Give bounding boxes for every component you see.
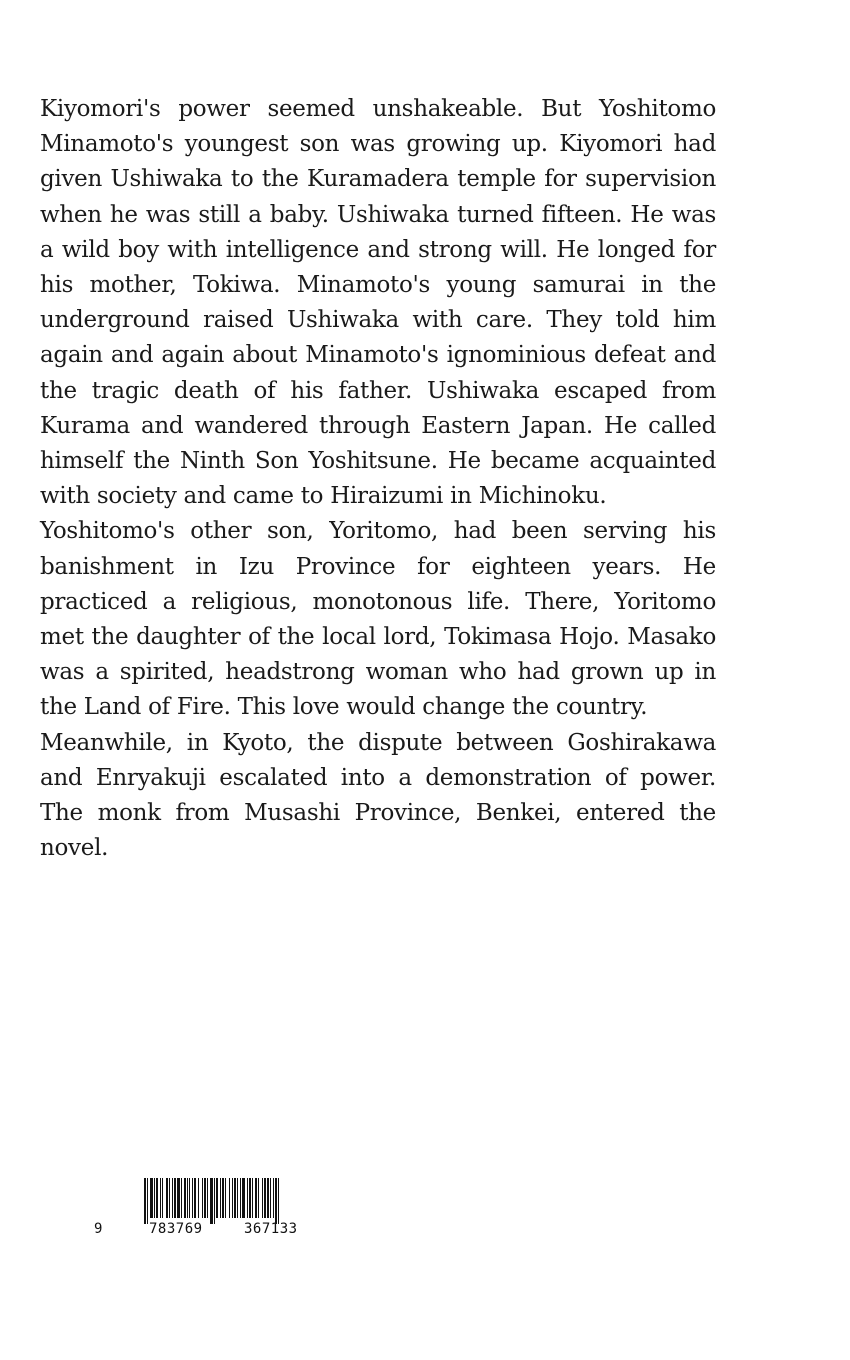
barcode-bar <box>225 1178 226 1218</box>
barcode-bar <box>150 1178 153 1218</box>
barcode-digits <box>94 1221 324 1239</box>
barcode-bar <box>234 1178 236 1218</box>
barcode-bar <box>162 1178 163 1218</box>
barcode-bar <box>278 1178 279 1224</box>
barcode-bar <box>229 1178 230 1218</box>
barcode-bar <box>222 1178 224 1218</box>
barcode-bar <box>242 1178 245 1218</box>
barcode-bar <box>172 1178 173 1218</box>
blurb-paragraph-1: Kiyomori's power seemed unshakeable. But Yoshitomo Minamoto's youngest son was growing up. Kiyomori had given Ushiwaka to the Kuramadera temple for supervision when he was still a baby. Ushiwaka turned fifteen. He was a wild boy with intelligence and strong will. He longed for his mother, Tokiwa. Minamoto's young samurai in the underground raised Ushiwaka with care. They told him again and again about Minamoto's ignominious defeat and the tragic death of his father. Ushiwaka escaped from Kurama and wandered through Eastern Japan. He called himself the Ninth Son Yoshitsune. He became acquainted with society and came to Hiraizumi in Michinoku. <box>40 96 716 510</box>
barcode-bar <box>232 1178 233 1218</box>
barcode-bar <box>247 1178 248 1218</box>
barcode-bar <box>267 1178 269 1218</box>
barcode-bar <box>166 1178 168 1218</box>
barcode-bar <box>214 1178 215 1224</box>
barcode-bar <box>270 1178 271 1218</box>
barcode-bar <box>255 1178 257 1218</box>
barcode-bar <box>177 1178 180 1218</box>
barcode-bar <box>181 1178 182 1218</box>
barcode-bar <box>216 1178 218 1218</box>
barcode-bar <box>273 1178 274 1218</box>
barcode-bar <box>240 1178 241 1218</box>
barcode-bar <box>262 1178 263 1218</box>
barcode-bar <box>220 1178 221 1218</box>
barcode-bar <box>147 1178 148 1224</box>
barcode-bar <box>156 1178 158 1218</box>
barcode-bar <box>207 1178 208 1218</box>
barcode-bar <box>202 1178 203 1218</box>
barcode-digit-prefix: 9 <box>94 1221 103 1237</box>
barcode-bar <box>258 1178 259 1218</box>
back-cover-blurb <box>40 92 716 866</box>
barcode-digit-group-2: 367133 <box>244 1221 298 1237</box>
barcode-bar <box>154 1178 155 1218</box>
barcode-bar <box>144 1178 146 1224</box>
barcode-bar <box>174 1178 176 1218</box>
barcode-bar <box>160 1178 161 1218</box>
barcode-bar <box>187 1178 188 1218</box>
isbn-barcode <box>94 1178 324 1238</box>
blurb-paragraph-2: Yoshitomo's other son, Yoritomo, had been serving his banishment in Izu Province for eighteen years. He practiced a religious, monotonous life. There, Yoritomo met the daughter of the local lord, Tokimasa Hojo. Masako was a spirited, headstrong woman who had grown up in the Land of Fire. This love would change the country. <box>40 518 716 721</box>
barcode-bar <box>194 1178 196 1218</box>
barcode-bar <box>192 1178 193 1218</box>
barcode-bar <box>249 1178 251 1218</box>
barcode-bar <box>169 1178 170 1218</box>
barcode-bar <box>275 1178 277 1224</box>
barcode-bar <box>252 1178 253 1218</box>
blurb-paragraph-3: Meanwhile, in Kyoto, the dispute between Goshirakawa and Enryakuji escalated into a demonstration of power. The monk from Musashi Province, Benkei, entered the novel. <box>40 729 716 862</box>
barcode-bar <box>204 1178 206 1218</box>
barcode-bar <box>237 1178 238 1218</box>
barcode-bars <box>124 1178 324 1224</box>
barcode-bar <box>189 1178 190 1218</box>
barcode-bar <box>264 1178 266 1218</box>
barcode-bar <box>198 1178 199 1218</box>
barcode-bar <box>184 1178 186 1218</box>
barcode-digit-group-1: 783769 <box>149 1221 203 1237</box>
barcode-bar <box>210 1178 213 1224</box>
